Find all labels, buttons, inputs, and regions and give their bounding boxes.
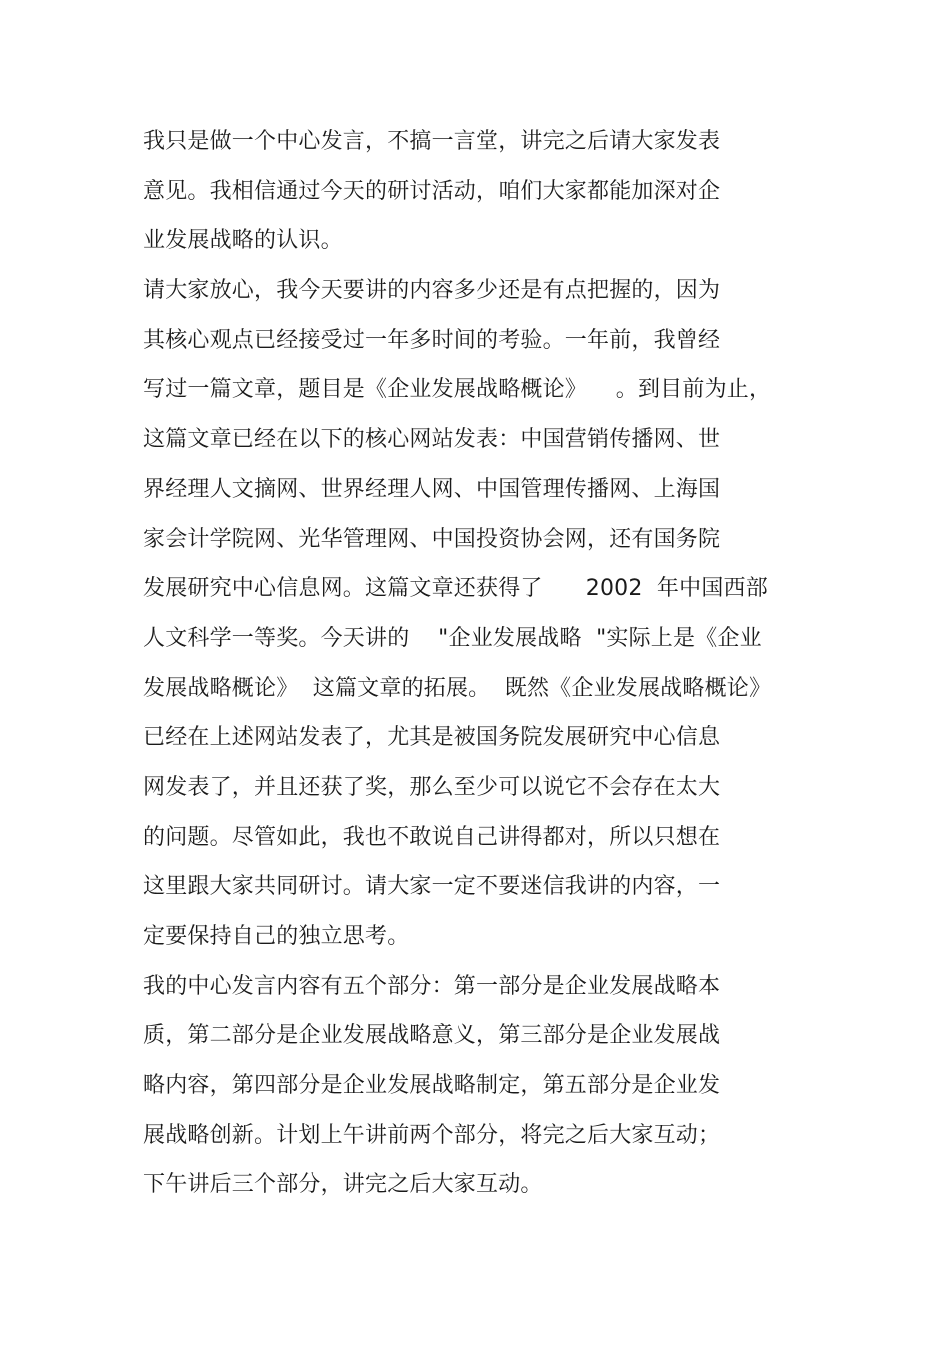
text-line: 界经理人文摘网、世界经理人网、中国管理传播网、上海国 <box>143 476 721 502</box>
text-line: 请大家放心，我今天要讲的内容多少还是有点把握的，因为 <box>143 278 721 304</box>
text-line: 定要保持自己的独立思考。 <box>143 924 410 949</box>
text-line: 意见。我相信通过今天的研讨活动，咱们大家都能加深对企 <box>143 178 721 204</box>
text-line: 下午讲后三个部分，讲完之后大家互动。 <box>143 1172 543 1198</box>
text-line: 这篇文章已经在以下的核心网站发表：中国营销传播网、世 <box>143 427 721 453</box>
text-line: 我的中心发言内容有五个部分：第一部分是企业发展战略本 <box>143 973 721 999</box>
text-line: 这里跟大家共同研讨。请大家一定不要迷信我讲的内容，一 <box>143 874 721 900</box>
text-line: 发展研究中心信息网。这篇文章还获得了 2002 年中国西部 <box>143 576 768 602</box>
text-line: 的问题。尽管如此，我也不敢说自己讲得都对，所以只想在 <box>143 824 721 850</box>
text-line: 发展战略概论》 这篇文章的拓展。 既然《企业发展战略概论》 <box>143 675 772 701</box>
text-line: 人文科学一等奖。今天讲的 "企业发展战略 "实际上是《企业 <box>143 625 762 651</box>
text-line: 略内容，第四部分是企业发展战略制定，第五部分是企业发 <box>143 1073 721 1099</box>
text-line: 网发表了，并且还获了奖，那么至少可以说它不会存在太大 <box>143 774 721 800</box>
text-line: 业发展战略的认识。 <box>143 228 343 254</box>
text-line: 展战略创新。计划上午讲前两个部分，将完之后大家互动； <box>143 1122 721 1148</box>
text-line: 其核心观点已经接受过一年多时间的考验。一年前，我曾经 <box>143 327 721 353</box>
text-line: 写过一篇文章，题目是《企业发展战略概论》 。到目前为止， <box>143 377 772 403</box>
text-line: 质，第二部分是企业发展战略意义，第三部分是企业发展战 <box>143 1023 721 1049</box>
text-line: 家会计学院网、光华管理网、中国投资协会网，还有国务院 <box>143 526 721 552</box>
text-line: 已经在上述网站发表了，尤其是被国务院发展研究中心信息 <box>143 725 721 751</box>
text-line: 我只是做一个中心发言，不搞一言堂，讲完之后请大家发表 <box>143 129 721 154</box>
document-body <box>143 117 823 1210</box>
